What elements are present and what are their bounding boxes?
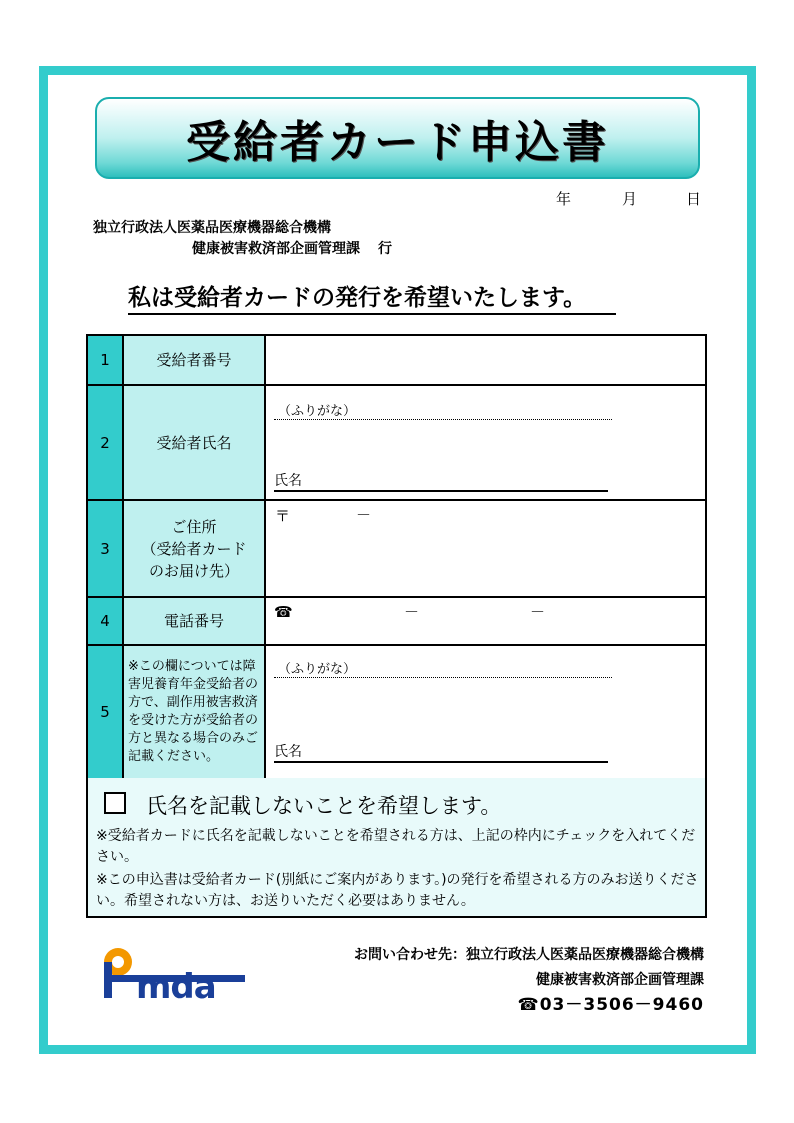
- note-sending: ※この申込書は受給者カード(別紙にご案内があります。)の発行を希望される方のみお送りください。希望されない方は、お送りいただく必要はありません。: [96, 872, 699, 909]
- form-row: [87, 385, 706, 500]
- address-label-line: （受給者カード: [141, 539, 247, 558]
- title-banner: [95, 97, 700, 179]
- furigana-label: （ふりがな）: [274, 662, 612, 678]
- omit-name-checkbox[interactable]: [104, 792, 126, 814]
- row-number: 3: [87, 500, 123, 597]
- row-number: 2: [87, 385, 123, 500]
- row-label: ※この欄については障害児養育年金受給者の方で、副作用被害救済を受けた方が受給者の方と異なる場合のみご記載ください。: [123, 645, 265, 779]
- postal-mark: 〒: [275, 507, 291, 525]
- recipient-suffix: 行: [378, 241, 392, 257]
- contact-dept: 健康被害救済部企画管理課: [536, 972, 704, 988]
- name-label: 氏名: [274, 472, 608, 492]
- row-label: 電話番号: [123, 597, 265, 645]
- phone-field[interactable]: [265, 597, 706, 645]
- contact-org: お問い合わせ先：独立行政法人医薬品医療機器総合機構: [354, 947, 704, 963]
- phone-dash: －: [530, 603, 546, 621]
- recipient-name-field[interactable]: [265, 385, 706, 500]
- row-number: 4: [87, 597, 123, 645]
- form-row: [87, 597, 706, 645]
- insured-name-field[interactable]: [265, 645, 706, 779]
- row-label: 受給者氏名: [123, 385, 265, 500]
- row-label: [123, 500, 265, 597]
- recipient-org: 独立行政法人医薬品医療機器総合機構: [93, 220, 331, 236]
- date-day: 日: [686, 190, 702, 208]
- recipient-dept: [192, 238, 392, 258]
- row-number: 5: [87, 645, 123, 779]
- contact-block: [354, 943, 704, 1018]
- phone-dash: －: [404, 603, 420, 621]
- row-label: 受給者番号: [123, 335, 265, 385]
- form-row: [87, 500, 706, 597]
- row-number: 1: [87, 335, 123, 385]
- page-title: 受給者カード申込書: [186, 117, 609, 168]
- form-row: [87, 335, 706, 385]
- application-form: [86, 334, 707, 780]
- address-field[interactable]: [265, 500, 706, 597]
- omit-name-label: 氏名を記載しないことを希望します。: [146, 794, 502, 818]
- date-month: 月: [622, 190, 638, 208]
- address-label-line: のお届け先）: [148, 561, 239, 580]
- form-row: [87, 645, 706, 779]
- furigana-label: （ふりがな）: [274, 404, 612, 420]
- date-year: 年: [556, 190, 572, 208]
- note-checkbox: ※受給者カードに氏名を記載しないことを希望される方は、上記の枠内にチェックを入れてください。: [96, 828, 696, 865]
- contact-phone: ☎03－3506－9460: [517, 995, 704, 1015]
- pmda-logo: [102, 940, 247, 1002]
- recipient-number-field[interactable]: [265, 335, 706, 385]
- request-headline: 私は受給者カードの発行を希望いたします。: [128, 283, 616, 315]
- address-label-line: ご住所: [171, 517, 217, 536]
- postal-dash: －: [356, 506, 372, 524]
- name-omission-section: [86, 778, 707, 918]
- svg-text:mda: mda: [136, 967, 216, 1002]
- name-label: 氏名: [274, 743, 608, 763]
- phone-icon: ☎: [274, 603, 293, 621]
- recipient-dept-name: 健康被害救済部企画管理課: [192, 241, 360, 257]
